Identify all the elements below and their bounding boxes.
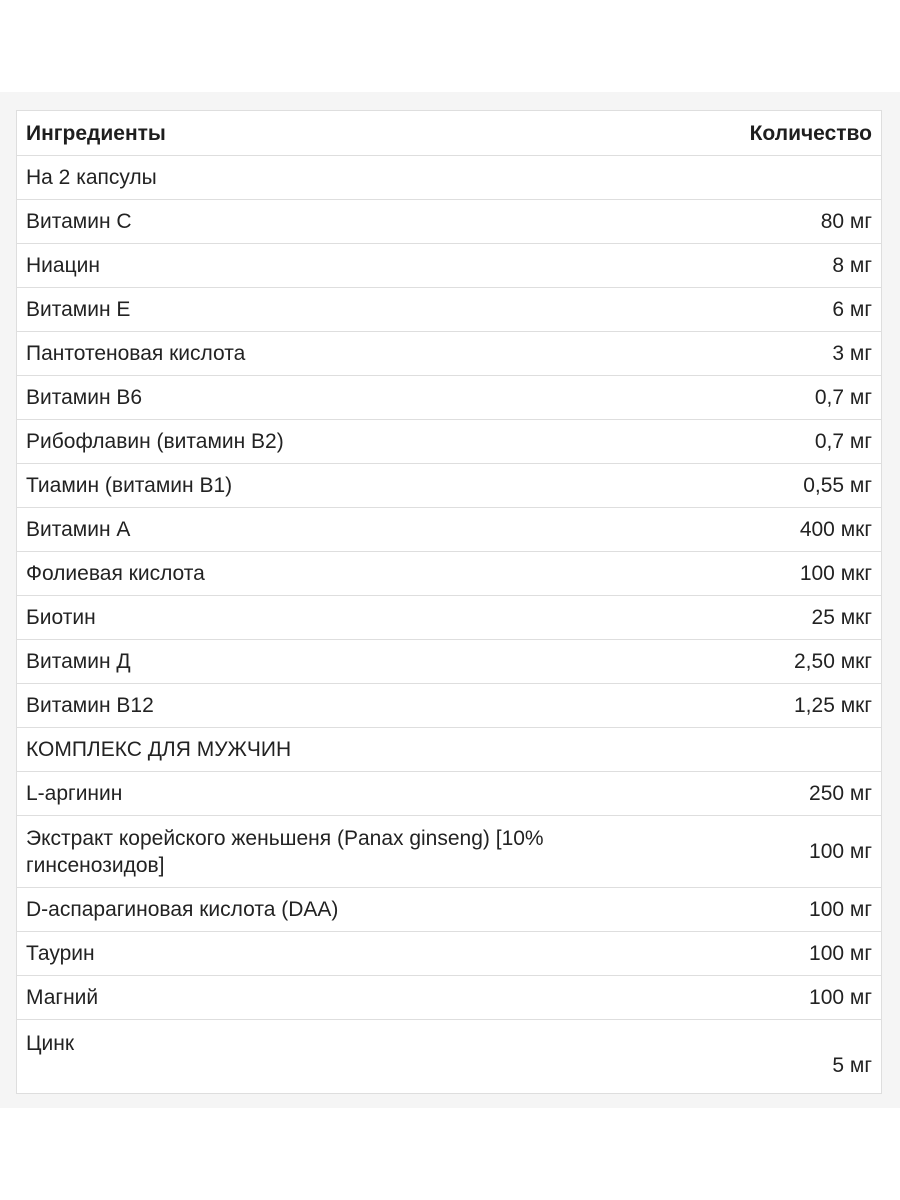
ingredient-qty: 3 мг xyxy=(657,332,881,376)
table-row xyxy=(17,932,881,976)
ingredient-name: Таурин xyxy=(17,932,657,976)
ingredient-name: Пантотеновая кислота xyxy=(17,332,657,376)
ingredient-name: Рибофлавин (витамин В2) xyxy=(17,420,657,464)
ingredient-qty: 250 мг xyxy=(657,772,881,816)
ingredients-table-container xyxy=(16,110,882,1094)
ingredient-name: Биотин xyxy=(17,596,657,640)
table-row xyxy=(17,976,881,1020)
table-row xyxy=(17,420,881,464)
ingredient-qty: 100 мг xyxy=(657,888,881,932)
ingredient-qty: 0,7 мг xyxy=(657,376,881,420)
ingredient-name: Витамин В6 xyxy=(17,376,657,420)
ingredient-name: Витамин С xyxy=(17,200,657,244)
table-row xyxy=(17,288,881,332)
ingredient-qty: 100 мг xyxy=(657,976,881,1020)
ingredient-name: Витамин А xyxy=(17,508,657,552)
ingredient-name: Фолиевая кислота xyxy=(17,552,657,596)
table-row xyxy=(17,816,881,888)
ingredient-name: Магний xyxy=(17,976,657,1020)
table-row xyxy=(17,244,881,288)
ingredient-qty: 2,50 мкг xyxy=(657,640,881,684)
ingredient-name: D-аспарагиновая кислота (DAA) xyxy=(17,888,657,932)
table-row xyxy=(17,772,881,816)
ingredient-qty: 8 мг xyxy=(657,244,881,288)
ingredient-name: Витамин Е xyxy=(17,288,657,332)
ingredient-qty: 5 мг xyxy=(657,1020,881,1094)
ingredient-name: Витамин В12 xyxy=(17,684,657,728)
ingredient-qty xyxy=(657,728,881,772)
ingredient-name: На 2 капсулы xyxy=(17,156,657,200)
table-row xyxy=(17,684,881,728)
table-row xyxy=(17,728,881,772)
table-row xyxy=(17,332,881,376)
ingredient-qty xyxy=(657,156,881,200)
ingredient-qty: 100 мг xyxy=(657,932,881,976)
table-row xyxy=(17,552,881,596)
ingredient-qty: 400 мкг xyxy=(657,508,881,552)
ingredient-qty: 6 мг xyxy=(657,288,881,332)
table-row xyxy=(17,888,881,932)
table-row xyxy=(17,200,881,244)
section-label: КОМПЛЕКС ДЛЯ МУЖЧИН xyxy=(17,728,657,772)
table-row xyxy=(17,156,881,200)
table-row xyxy=(17,1020,881,1094)
table-row xyxy=(17,640,881,684)
ingredient-qty: 80 мг xyxy=(657,200,881,244)
ingredient-qty: 100 мкг xyxy=(657,552,881,596)
table-row xyxy=(17,508,881,552)
ingredient-name: Экстракт корейского женьшеня (Panax ginseng) [10% гинсенозидов] xyxy=(17,816,657,888)
table-row xyxy=(17,376,881,420)
ingredient-qty: 0,7 мг xyxy=(657,420,881,464)
header-ingredients: Ингредиенты xyxy=(26,121,166,145)
ingredient-qty: 0,55 мг xyxy=(657,464,881,508)
table-row xyxy=(17,596,881,640)
ingredient-qty: 100 мг xyxy=(657,816,881,888)
ingredient-name: Тиамин (витамин В1) xyxy=(17,464,657,508)
header-quantity: Количество xyxy=(749,121,872,145)
table-row xyxy=(17,464,881,508)
ingredients-table xyxy=(17,111,881,1093)
ingredient-name: L-аргинин xyxy=(17,772,657,816)
table-header-row xyxy=(17,111,881,156)
ingredient-qty: 1,25 мкг xyxy=(657,684,881,728)
ingredient-name: Цинк xyxy=(17,1020,657,1094)
ingredient-name: Ниацин xyxy=(17,244,657,288)
ingredient-qty: 25 мкг xyxy=(657,596,881,640)
ingredient-name: Витамин Д xyxy=(17,640,657,684)
